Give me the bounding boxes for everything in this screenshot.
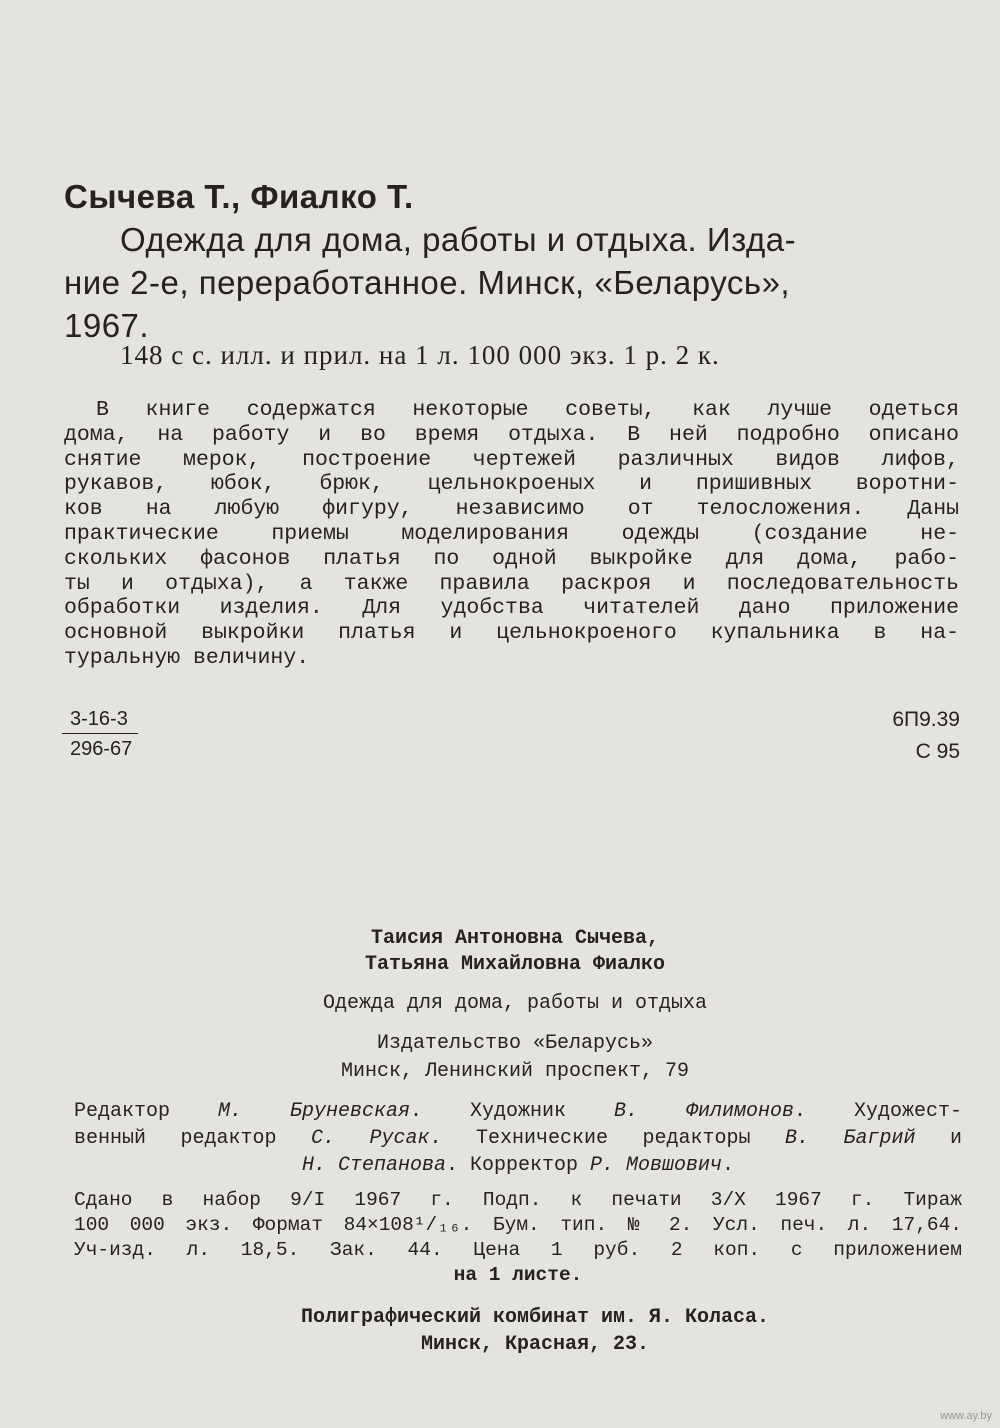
- abstract-line: основной выкройки платья и цельнокроеного купальника в на-: [64, 621, 959, 646]
- printing-line: на 1 листе.: [453, 1264, 583, 1286]
- abstract-line: рукавов, юбок, брюк, цельнокроеных и пришивных воротни-: [64, 472, 959, 497]
- author-name: Татьяна Михайловна Фиалко: [364, 953, 666, 976]
- classification-codes: [892, 704, 960, 768]
- printing-line: 100 000 экз. Формат 84×108¹/₁₆. Бум. тип. № 2. Усл. печ. л. 17,64.: [74, 1214, 962, 1236]
- abstract-line: ков на любую фигуру, независимо от телосложения. Даны: [64, 497, 959, 522]
- publisher-address: Минск, Ленинский проспект, 79: [340, 1060, 690, 1083]
- bbk-code: 6П9.39: [892, 708, 960, 731]
- printer-address: Минск, Красная, 23.: [420, 1333, 650, 1356]
- description-line: 1967.: [64, 307, 150, 344]
- description-line: Одежда для дома, работы и отдыха. Изда-: [120, 221, 797, 258]
- printing-line: Уч-изд. л. 18,5. Зак. 44. Цена 1 руб. 2 коп. с приложением: [74, 1239, 962, 1261]
- abstract-line: снятие мерок, построение чертежей различных видов лифов,: [64, 447, 959, 472]
- printer-info: [0, 1304, 1000, 1358]
- editorial-credits: [74, 1098, 962, 1179]
- author-mark: С 95: [915, 740, 960, 763]
- catalog-code-numerator: 3-16-3: [62, 708, 138, 734]
- catalog-code-denominator: 296-67: [70, 738, 133, 760]
- printing-line: Сдано в набор 9/I 1967 г. Подп. к печати 3/X 1967 г. Тираж: [74, 1189, 962, 1211]
- abstract-line: В книге содержатся некоторые советы, как лучше одеться: [96, 398, 959, 422]
- author-name: Таисия Антоновна Сычева,: [370, 927, 660, 950]
- full-author-names: [0, 926, 1000, 978]
- abstract-line: ты и отдыха), а также правила раскроя и последовательность: [64, 571, 959, 596]
- catalog-code-fraction: [62, 708, 138, 761]
- description-line: ние 2-е, переработанное. Минск, «Беларусь»,: [64, 264, 791, 301]
- publisher-name: Издательство «Беларусь»: [376, 1032, 654, 1055]
- abstract-line: дома, на работу и во время отдыха. В ней подробно описано: [64, 422, 959, 447]
- publisher-info: [0, 1030, 1000, 1086]
- abstract-paragraph: [64, 398, 959, 671]
- abstract-line: туральную величину.: [64, 645, 310, 670]
- pages-and-price-line: 148 с с. илл. и прил. на 1 л. 100 000 экз. 1 р. 2 к.: [120, 340, 720, 370]
- book-description: [64, 218, 954, 347]
- printing-details: [74, 1188, 962, 1288]
- credits-line: Н. Степанова. Корректор Р. Мовшович.: [301, 1154, 735, 1177]
- abstract-line: обработки изделия. Для удобства читателей дано приложение: [64, 596, 959, 621]
- credits-line: Редактор М. Бруневская. Художник В. Филимонов. Художест-: [74, 1100, 962, 1123]
- printer-name: Полиграфический комбинат им. Я. Коласа.: [300, 1306, 770, 1329]
- abstract-line: практические приемы моделирования одежды (создание не-: [64, 521, 959, 546]
- imprint-title: Одежда для дома, работы и отдыха: [322, 992, 708, 1015]
- abstract-line: скольких фасонов платья по одной выкройке для дома, рабо-: [64, 546, 959, 571]
- authors-heading: Сычева Т., Фиалко Т.: [64, 178, 414, 215]
- credits-line: венный редактор С. Русак. Технические редакторы В. Багрий и: [74, 1127, 962, 1150]
- site-watermark: www.ay.by: [940, 1410, 992, 1422]
